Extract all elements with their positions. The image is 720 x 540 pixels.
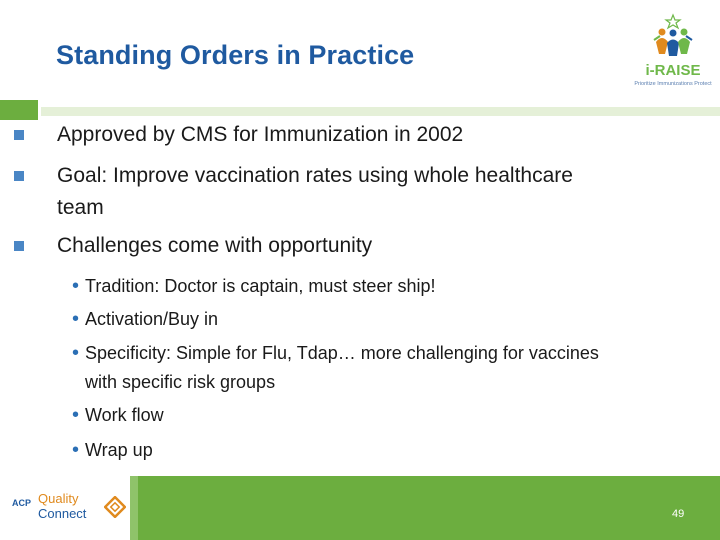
footer-edge-stripe bbox=[130, 476, 138, 540]
logo-tagline: Prioritize Immunizations Protect bbox=[634, 81, 712, 87]
sub-bullet-text: Work flow bbox=[85, 405, 164, 425]
footer-logo-area bbox=[0, 476, 138, 540]
sub-bullet-text: Activation/Buy in bbox=[85, 309, 219, 329]
bullet-text-continued: team bbox=[57, 196, 104, 219]
bullet-text: Approved by CMS for Immunization in 2002 bbox=[57, 123, 464, 146]
round-bullet-icon: • bbox=[72, 342, 80, 364]
bullet-text: Challenges come with opportunity bbox=[57, 234, 373, 257]
round-bullet-icon: • bbox=[72, 308, 80, 330]
slide-title: Standing Orders in Practice bbox=[56, 40, 415, 70]
round-bullet-icon: • bbox=[72, 439, 80, 461]
page-number: 49 bbox=[672, 508, 685, 520]
slide-footer bbox=[0, 476, 720, 540]
header-divider bbox=[0, 102, 720, 116]
quality-logo-text: Quality bbox=[38, 491, 79, 506]
quality-connect-diamond-icon bbox=[104, 496, 126, 518]
round-bullet-icon: • bbox=[72, 275, 80, 297]
bullet-text: Goal: Improve vaccination rates using whole healthcare bbox=[57, 164, 573, 187]
i-raise-figures-icon bbox=[632, 12, 714, 64]
sub-bullet-text-continued: with specific risk groups bbox=[85, 372, 276, 392]
sub-bullet-text: Tradition: Doctor is captain, must steer ship! bbox=[85, 276, 436, 296]
i-raise-logo bbox=[632, 12, 714, 92]
header-accent-block bbox=[0, 100, 38, 120]
header-accent-gap bbox=[38, 100, 41, 120]
sub-bullet-text: Specificity: Simple for Flu, Tdap… more challenging for vaccines bbox=[85, 343, 599, 363]
round-bullet-icon: • bbox=[72, 404, 80, 426]
sub-bullet-text: Wrap up bbox=[85, 440, 153, 460]
connect-logo-text: Connect bbox=[38, 506, 87, 521]
footer-green-band bbox=[138, 476, 720, 540]
acp-logo-text: ACP bbox=[12, 498, 32, 508]
logo-wordmark: i-RAISE bbox=[645, 62, 701, 79]
